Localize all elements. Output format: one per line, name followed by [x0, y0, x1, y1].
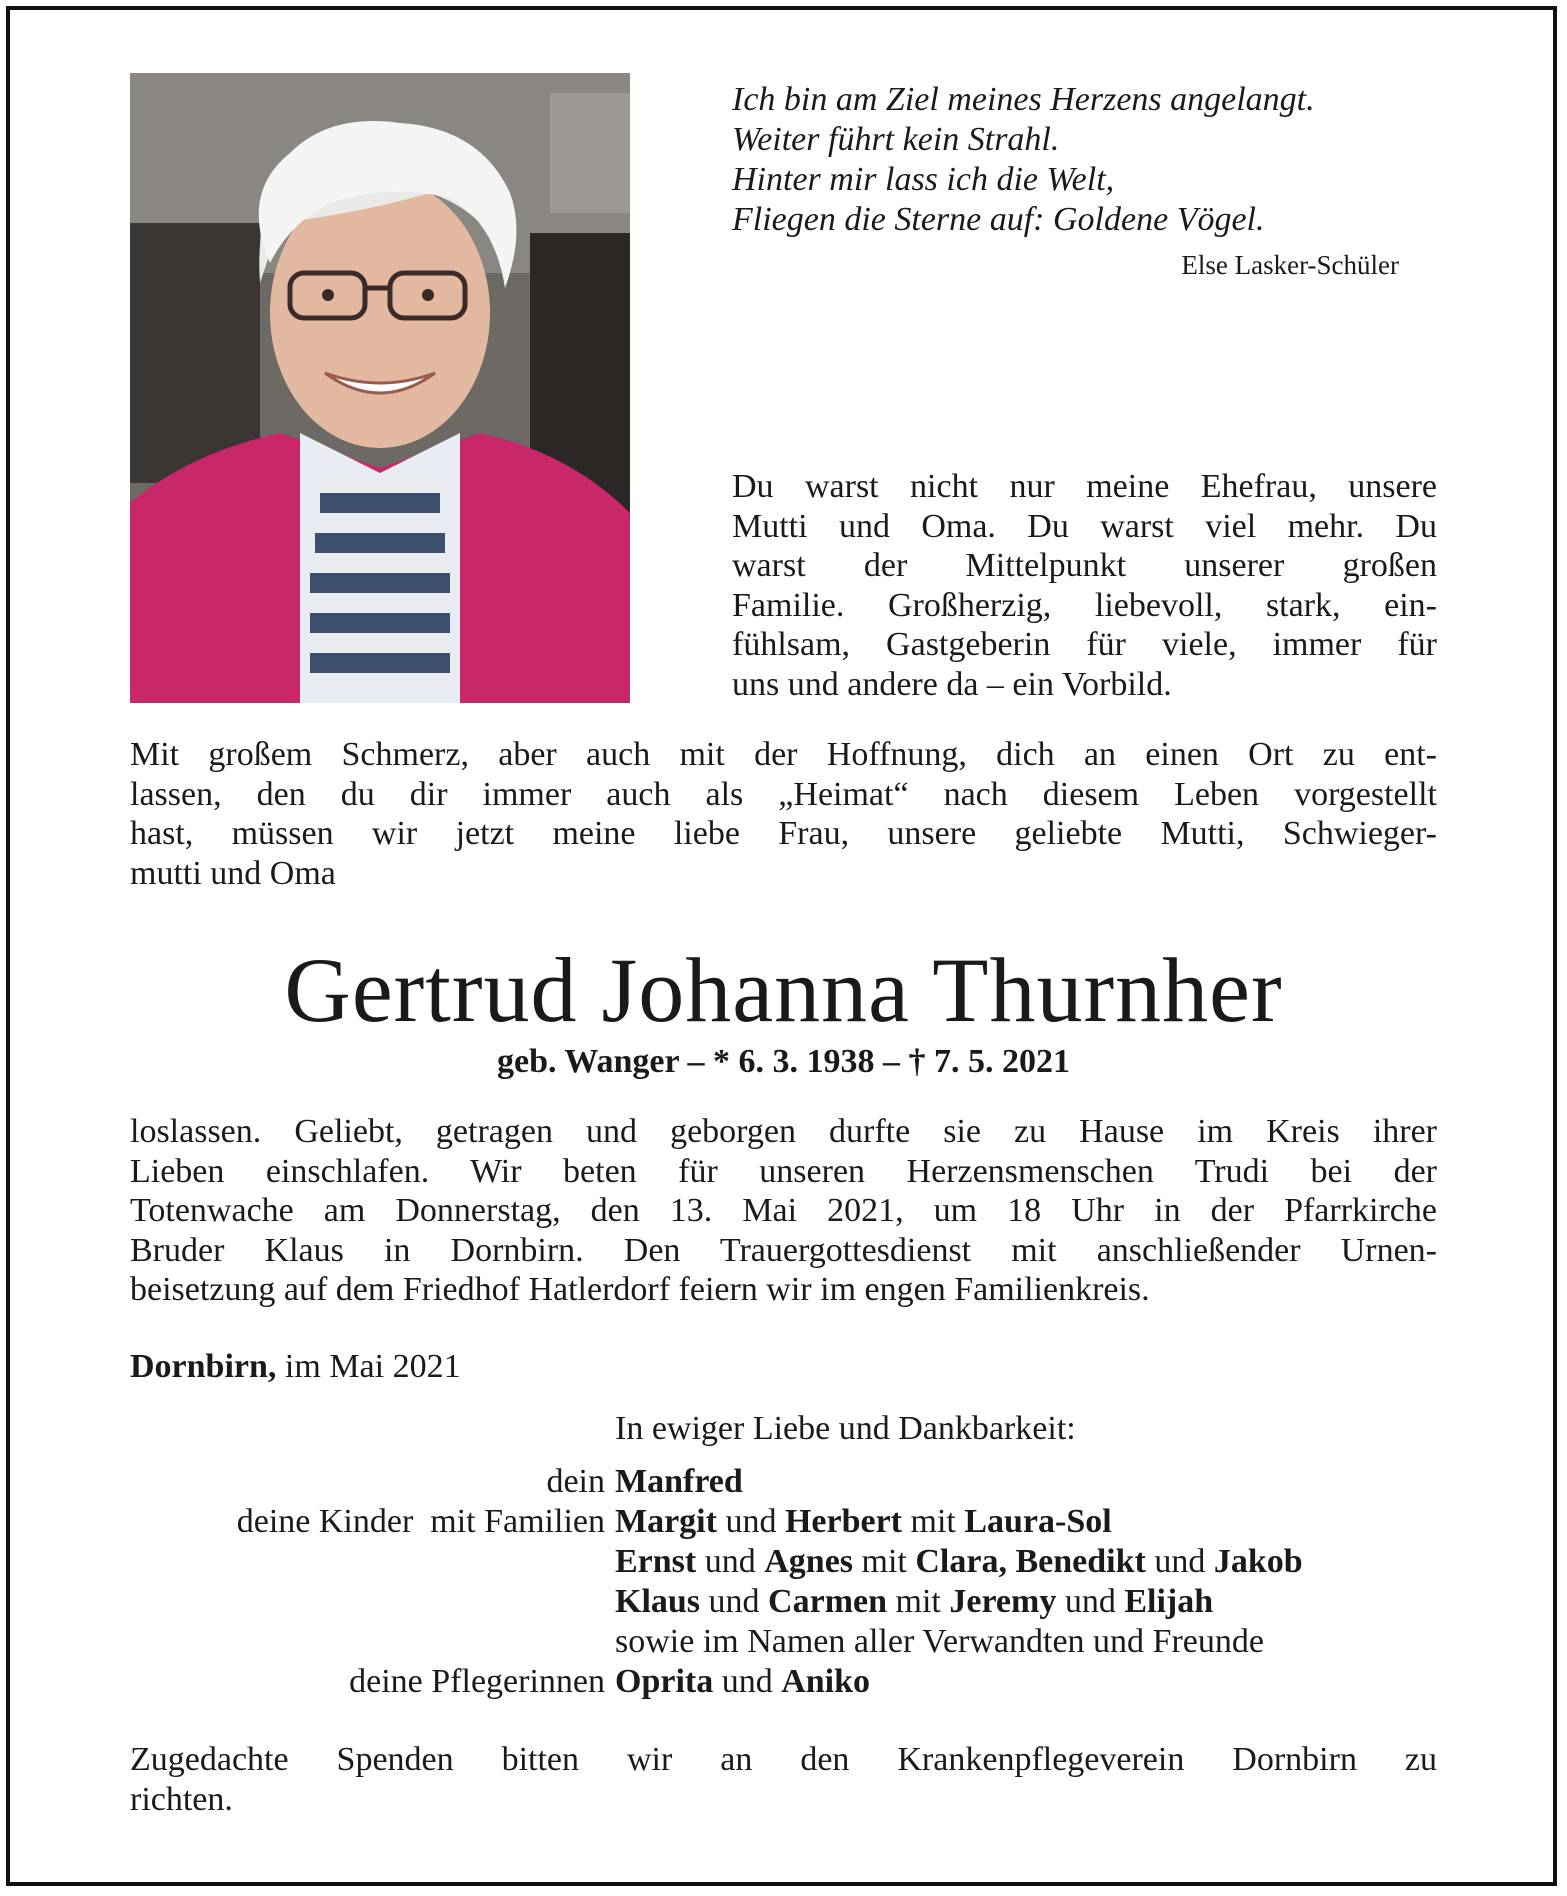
mourner-row: [0, 1502, 1567, 1542]
mourner-name: Jeremy: [949, 1583, 1057, 1620]
text-line: warst der Mittelpunkt unserer großen: [732, 547, 1437, 584]
text-line: Mutti und Oma. Du warst viel mehr. Du: [732, 507, 1437, 545]
text-line: mutti und Oma: [130, 854, 336, 892]
relation-label: deine Kinder mit Familien: [236, 1503, 605, 1540]
text-line: richten.: [130, 1780, 233, 1818]
mourner-name: Aniko: [781, 1663, 871, 1700]
connector: mit: [887, 1583, 950, 1620]
place-city: Dornbirn,: [130, 1348, 277, 1385]
mourner-name: Manfred: [615, 1463, 743, 1500]
text-line: lassen, den du dir immer auch als „Heimat“ nach diesem Leben vorgestellt: [130, 775, 1437, 813]
body-paragraph: [130, 1112, 1437, 1310]
text-line: Zugedachte Spenden bitten wir an den Krankenpflegeverein Dornbirn zu: [130, 1741, 1437, 1778]
mourner-row: [0, 1542, 1567, 1582]
mourner-name: Laura-Sol: [964, 1503, 1112, 1540]
portrait-illustration: [130, 73, 630, 703]
mourner-name: Herbert: [784, 1503, 902, 1540]
mourner-note: sowie im Namen aller Verwandten und Freunde: [615, 1623, 1264, 1660]
deceased-name: Gertrud Johanna Thurnher: [284, 939, 1283, 1041]
connector: mit: [853, 1543, 916, 1580]
relation-label: deine Pflegerinnen: [349, 1663, 605, 1700]
text-line: loslassen. Geliebt, getragen und geborgen durfte sie zu Hause im Kreis ihrer: [130, 1113, 1437, 1150]
connector: mit: [902, 1503, 965, 1540]
mourner-row: [0, 1662, 1567, 1702]
connector: und: [713, 1663, 782, 1700]
text-line: Familie. Großherzig, liebevoll, stark, ein-: [732, 586, 1437, 624]
portrait-photo: [130, 73, 630, 703]
text-line: Totenwache am Donnerstag, den 13. Mai 2021, um 18 Uhr in der Pfarrkirche: [130, 1192, 1437, 1229]
mourner-names: [615, 1582, 1213, 1622]
text-line: Bruder Klaus in Dornbirn. Den Trauergottesdienst mit anschließender Urnen-: [130, 1231, 1437, 1269]
mourner-name: Jakob: [1213, 1543, 1303, 1580]
poem-author: Else Lasker-Schüler: [1181, 250, 1399, 280]
mourner-name: Carmen: [768, 1583, 888, 1620]
poem-line: Weiter führt kein Strahl.: [732, 121, 1060, 158]
mourner-names: [615, 1662, 870, 1702]
mourner-row: [0, 1622, 1567, 1662]
deceased-dates: geb. Wanger – * 6. 3. 1938 – † 7. 5. 2021: [497, 1043, 1070, 1080]
mourner-name: Oprita: [615, 1663, 714, 1700]
text-line: beisetzung auf dem Friedhof Hatlerdorf feiern wir im engen Familienkreis.: [130, 1271, 1150, 1308]
thanks-line: In ewiger Liebe und Dankbarkeit:: [615, 1410, 1076, 1447]
mourner-names: [615, 1542, 1303, 1582]
text-line: hast, müssen wir jetzt meine liebe Frau, unsere geliebte Mutti, Schwieger-: [130, 815, 1437, 852]
mourner-name: Agnes: [764, 1543, 854, 1580]
text-line: Mit großem Schmerz, aber auch mit der Hoffnung, dich an einen Ort zu ent-: [130, 736, 1437, 773]
poem-line: Hinter mir lass ich die Welt,: [732, 161, 1115, 198]
text-line: Lieben einschlafen. Wir beten für unseren Herzensmenschen Trudi bei der: [130, 1152, 1437, 1190]
lead-paragraph: [130, 735, 1437, 893]
donation-note: [130, 1740, 1437, 1819]
mourner-names: [615, 1502, 1112, 1542]
connector: und: [1056, 1583, 1125, 1620]
mourners-list: [0, 1462, 1567, 1702]
mourner-name: Elijah: [1124, 1583, 1214, 1620]
connector: und: [700, 1583, 769, 1620]
relation-label: dein: [546, 1463, 605, 1500]
place-month: im Mai 2021: [276, 1348, 461, 1385]
poem-line: Fliegen die Sterne auf: Goldene Vögel.: [732, 201, 1265, 238]
intro-paragraph: [732, 467, 1437, 704]
mourner-row: [0, 1582, 1567, 1622]
mourner-name: Clara, Benedikt: [915, 1543, 1146, 1580]
text-line: uns und andere da – ein Vorbild.: [732, 665, 1172, 703]
mourner-name: Margit: [615, 1503, 717, 1540]
poem-line: Ich bin am Ziel meines Herzens angelangt.: [732, 81, 1315, 118]
mourner-name: Ernst: [615, 1543, 697, 1580]
connector: und: [716, 1503, 785, 1540]
connector: und: [696, 1543, 765, 1580]
mourner-name: Klaus: [615, 1583, 701, 1620]
text-line: Du warst nicht nur meine Ehefrau, unsere: [732, 468, 1437, 505]
mourner-row: [0, 1462, 1567, 1502]
text-line: fühlsam, Gastgeberin für viele, immer für: [732, 626, 1437, 663]
connector: und: [1145, 1543, 1214, 1580]
place-date: [130, 1348, 461, 1386]
poem: [732, 80, 1452, 240]
mourner-names: [615, 1462, 743, 1502]
